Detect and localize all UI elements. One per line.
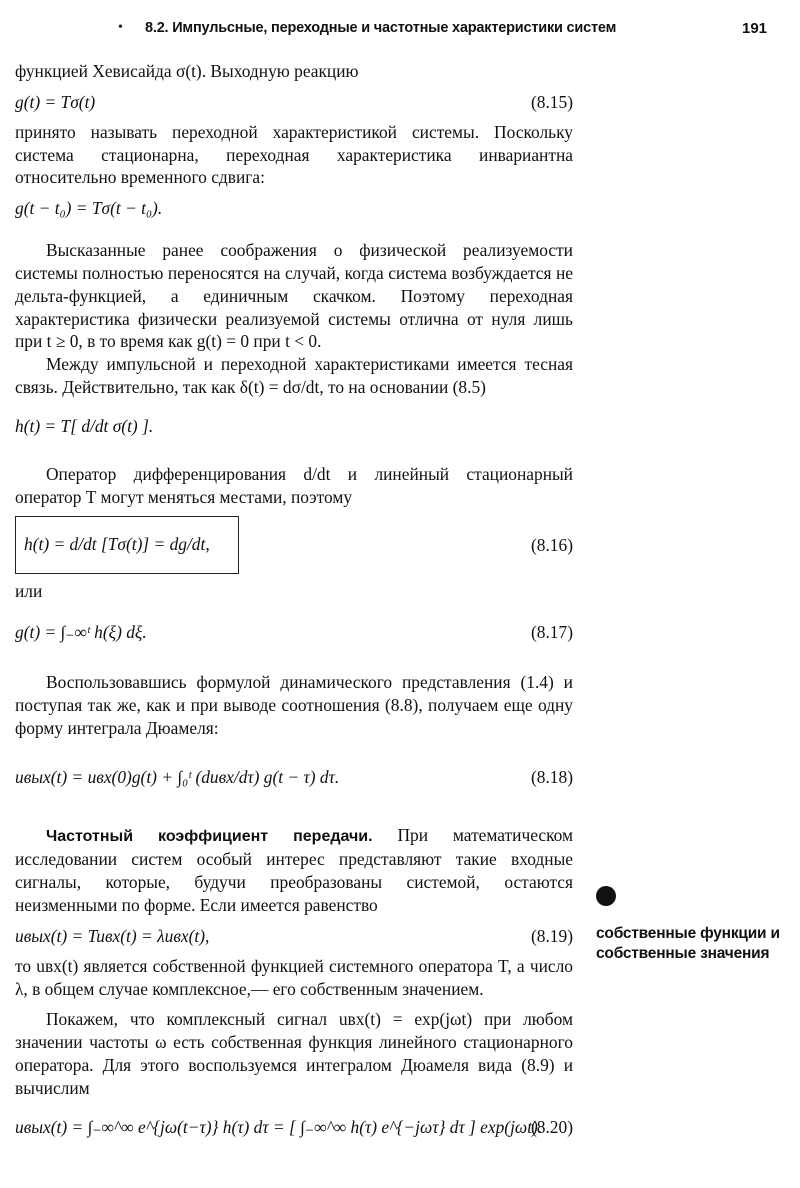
paragraph-text: При математическом исследовании систем особый интерес представляют такие входные сигналы, которые, будучи преобразованы системой, остаются неизменными по форме. Если имеется равенство bbox=[15, 824, 573, 915]
running-title: 8.2. Импульсные, переходные и частотные характеристики систем bbox=[145, 20, 617, 36]
equation-number: (8.17) bbox=[530, 622, 573, 643]
paragraph: Воспользовавшись формулой динамического представления (1.4) и поступая так же, как и при выводе соотношения (8.8), получаем еще одну форму интеграла Дюамеля: bbox=[15, 672, 573, 738]
main-column bbox=[15, 60, 573, 1152]
page-number: 191 bbox=[742, 20, 768, 37]
paragraph: функцией Хевисайда σ(t). Выходную реакцию bbox=[15, 61, 359, 81]
equation-8-20 bbox=[15, 1106, 573, 1146]
equation-number: (8.20) bbox=[530, 1116, 573, 1137]
margin-note bbox=[596, 886, 786, 964]
equation-8-15 bbox=[15, 89, 573, 115]
equation-shift bbox=[15, 195, 573, 221]
equation-8-18 bbox=[15, 744, 573, 820]
formula: h(t) = T[ d/dt σ(t) ]. bbox=[15, 415, 154, 436]
connector-word: или bbox=[15, 581, 43, 602]
equation-8-17 bbox=[15, 609, 573, 653]
equation-8-19 bbox=[15, 923, 573, 949]
formula: uвых(t) = ∫₋∞^∞ e^{jω(t−τ)} h(τ) dτ = [ ∫₋∞^∞ h(τ) e^{−jωτ} dτ ] exp(jωt). bbox=[15, 1116, 543, 1137]
bullet-icon bbox=[596, 886, 616, 906]
formula: uвых(t) = Tuвх(t) = λuвх(t), bbox=[15, 925, 210, 946]
paragraph: Между импульсной и переходной характеристиками имеется тесная связь. Действительно, так как δ(t) = dσ/dt, то на основании (8.5) bbox=[15, 354, 573, 397]
equation-8-16 bbox=[15, 516, 573, 574]
formula: g(t − t₀) = Tσ(t − t₀). bbox=[15, 198, 163, 219]
margin-note-text: собственные функции и собственные значения bbox=[596, 925, 780, 962]
subsection-heading: Частотный коэффициент передачи. bbox=[46, 827, 373, 845]
page-header bbox=[0, 20, 800, 44]
formula: uвых(t) = uвх(0)g(t) + ∫₀ᵗ (duвх/dτ) g(t − τ) dτ. bbox=[15, 766, 340, 787]
paragraph: Оператор дифференцирования d/dt и линейный стационарный оператор T могут меняться местами, поэтому bbox=[15, 463, 573, 507]
equation-h bbox=[15, 405, 573, 445]
paragraph: Высказанные ранее соображения о физической реализуемости системы полностью переносятся на случай, когда система возбуждается не дельта-функцией, а единичным скачком. Поэтому переходная характеристика физически реализуемой системы отлична от нуля лишь при t ≥ 0, в то время как g(t) = 0 при t < 0. bbox=[15, 240, 573, 352]
header-bullet: • bbox=[118, 20, 123, 35]
equation-number: (8.19) bbox=[530, 925, 573, 946]
equation-number: (8.15) bbox=[530, 91, 573, 112]
formula: g(t) = ∫₋∞ᵗ h(ξ) dξ. bbox=[15, 622, 147, 643]
formula: g(t) = Tσ(t) bbox=[15, 91, 96, 112]
paragraph: Покажем, что комплексный сигнал uвх(t) = exp(jωt) при любом значении частоты ω есть собственная функция линейного стационарного оператора. Для этого воспользуемся интегралом Дюамеля вида (8.9) и вычислим bbox=[15, 1009, 573, 1098]
formula: h(t) = d/dt [Tσ(t)] = dg/dt, bbox=[24, 534, 210, 555]
paragraph: то uвх(t) является собственной функцией системного оператора T, а число λ, в общем случае комплексное,— его собственным значением. bbox=[15, 955, 573, 999]
equation-number: (8.16) bbox=[530, 535, 573, 556]
equation-number: (8.18) bbox=[530, 766, 573, 787]
boxed-formula-frame bbox=[15, 516, 239, 574]
paragraph bbox=[15, 824, 573, 917]
paragraph: принято называть переходной характеристикой системы. Поскольку система стационарна, переходная характеристика инвариантна относительно временного сдвига: bbox=[15, 121, 573, 188]
